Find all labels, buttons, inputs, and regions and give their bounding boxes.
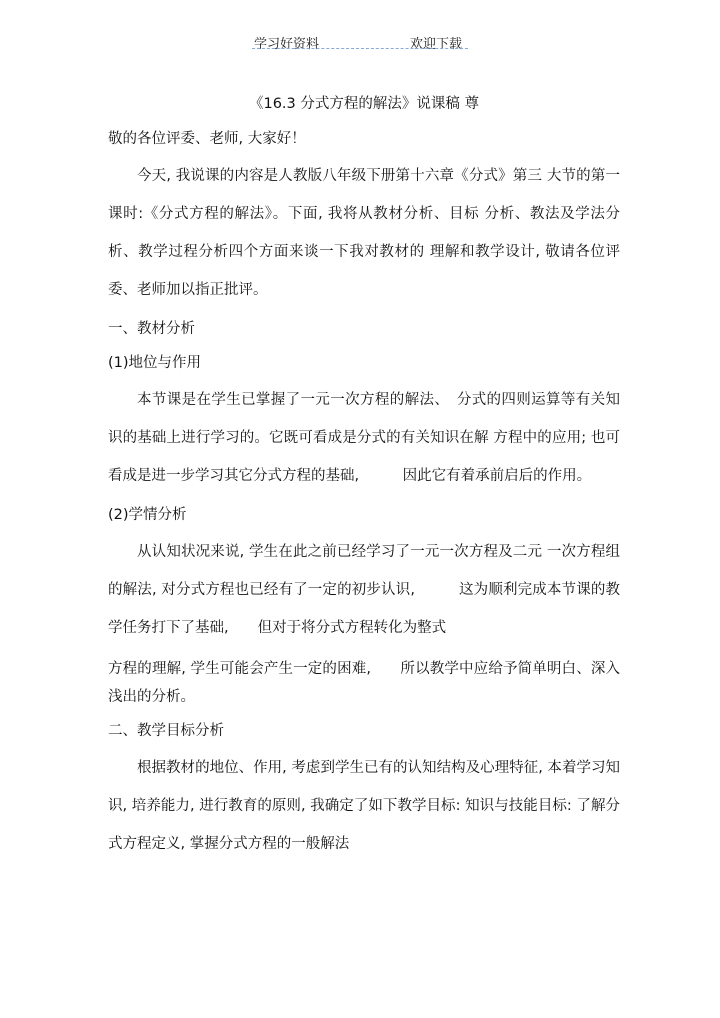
header-divider — [252, 48, 468, 49]
document-title: 《16.3 分式方程的解法》说课稿 尊 — [248, 96, 479, 112]
section-heading-goals: 二、教学目标分析 — [108, 723, 224, 739]
students-paragraph: 从认知状况来说, 学生在此之前已经学习了一元一次方程及二元 一次方程组的解法, 对分式方程也已经有了一定的初步认识, 这为顺利完成本节课的教学任务打下了基础, 但对于将分式方程转化为整式 — [108, 544, 620, 636]
goals-paragraph: 根据教材的地位、作用, 考虑到学生已有的认知结构及心理特征, 本着学习知识, 培养能力, 进行教育的原则, 我确定了如下教学目标: 知识与技能目标: 了解分式方程定义, 掌握分式方程的一般解法 — [108, 760, 620, 852]
students-paragraph-continued: 方程的理解, 学生可能会产生一定的困难, 所以教学中应给予简单明白、深入浅出的分析。 — [108, 661, 620, 705]
header-left-text: 学习好资料 — [254, 37, 320, 52]
subheading-role: (1)地位与作用 — [108, 355, 202, 371]
role-paragraph: 本节课是在学生已掌握了一元一次方程的解法、 分式的四则运算等有关知识的基础上进行学习的。它既可看成是分式的有关知识在解 方程中的应用; 也可看成是进一步学习其它分式方程的基础, 因此它有着承前启后的作用。 — [108, 392, 620, 484]
section-heading-textbook-analysis: 一、教材分析 — [108, 321, 195, 337]
intro-paragraph: 今天, 我说课的内容是人教版八年级下册第十六章《分式》第三 大节的第一课时:《分式方程的解法》。下面, 我将从教材分析、目标 分析、教法及学法分析、教学过程分析四个方面来谈一下我对教材的 理解和教学设计, 敬请各位评委、老师加以指正批评。 — [108, 168, 620, 298]
greeting-line: 敬的各位评委、老师, 大家好！ — [108, 131, 306, 147]
document-body — [108, 94, 620, 863]
subheading-student-analysis: (2)学情分析 — [108, 507, 187, 523]
header-right-text: 欢迎下载 — [410, 37, 463, 52]
